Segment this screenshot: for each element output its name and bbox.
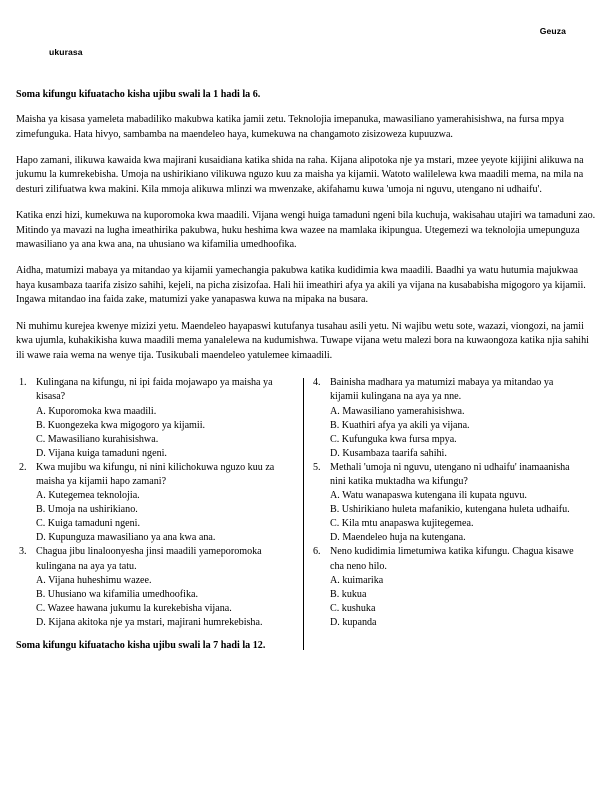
question-option[interactable]: A. kuimarika — [330, 574, 384, 586]
passage-paragraph: Maisha ya kisasa yameleta mabadiliko makubwa katika jamii zetu. Teknolojia imepanuka, mawasiliano yamerahisishwa, na fursa mpya zimefunguka. Hata hivyo, sambamba na maendeleo haya, kumekuwa na changamoto zisizoweza kupuuzwa. — [16, 114, 564, 140]
question-option[interactable]: A. Watu wanapaswa kutengana ili kupata nguvu. — [330, 490, 527, 502]
question-option[interactable]: D. Kijana akitoka nje ya mstari, majirani humrekebisha. — [36, 616, 263, 628]
question-option[interactable]: B. Ushirikiano huleta mafanikio, kutengana huleta udhaifu. — [330, 504, 570, 516]
document-content — [16, 88, 596, 652]
question-text: Kwa mujibu wa kifungu, ni nini kilichokuwa nguzo kuu za maisha ya kijamii hapo zamani? — [36, 461, 275, 487]
passage-paragraph: Hapo zamani, ilikuwa kawaida kwa majirani kusaidiana katika shida na raha. Kijana alipotoka nje ya mstari, mzee yeyote kijijini alikuwa na jukumu la kumrekebisha. Umoja na ushirikiano vilikuwa nguzo kuu za maisha ya kijamii. Watoto walilelewa kwa maadili mema, na mila na desturi zilifuatwa kwa makini. Kila mmoja alikuwa mlinzi wa mwenzake, akifahamu kuwa 'umoja ni nguvu, utengano ni udhaifu'. — [16, 154, 584, 195]
question-body — [330, 376, 582, 461]
question-option[interactable]: A. Kutegemea teknolojia. — [36, 490, 140, 502]
question-option[interactable]: B. kukua — [330, 588, 367, 600]
question-body — [330, 545, 582, 630]
question-text: Methali 'umoja ni nguvu, utengano ni udhaifu' inamaanisha nini katika muktadha wa kifungu? — [330, 461, 570, 487]
passage-paragraph: Aidha, matumizi mabaya ya mitandao ya kijamii yamechangia pakubwa katika kudidimia kwa maadili. Baadhi ya watu hutumia majukwaa haya kusambaza taarifa zisizo sahihi, kejeli, na picha zisizofaa. Hali hii imeathiri afya ya akili ya vijana na kusababisha migogoro ya kijamii. Ingawa mitandao ina faida zake, matumizi yake yanapaswa kuwa na mipaka na busara. — [16, 265, 586, 306]
question-item — [310, 461, 582, 546]
question-item — [16, 376, 288, 461]
column-divider — [303, 378, 304, 650]
question-text: Chagua jibu linaloonyesha jinsi maadili yameporomoka kulingana na aya ya tatu. — [36, 546, 262, 572]
question-option[interactable]: D. Vijana kuiga tamaduni ngeni. — [36, 447, 167, 459]
question-option[interactable]: D. Maendeleo huja na kutengana. — [330, 532, 466, 544]
question-item — [16, 545, 288, 630]
question-option[interactable]: B. Kuathiri afya ya akili ya vijana. — [330, 419, 470, 431]
question-option[interactable]: D. Kupunguza mawasiliano ya ana kwa ana. — [36, 532, 216, 544]
section-1-heading: Soma kifungu kifuatacho kisha ujibu swali la 1 hadi la 6. — [16, 89, 261, 100]
question-option[interactable]: D. kupanda — [330, 616, 377, 628]
question-option[interactable]: C. Mawasiliano kurahisishwa. — [36, 433, 159, 445]
question-text: Kulingana na kifungu, ni ipi faida mojawapo ya maisha ya kisasa? — [36, 377, 273, 403]
question-number: 4. — [313, 377, 321, 389]
reading-passage — [16, 113, 596, 363]
question-option[interactable]: A. Kuporomoka kwa maadili. — [36, 405, 157, 417]
header-left-label: ukurasa — [49, 47, 83, 57]
section-2-heading: Soma kifungu kifuatacho kisha ujibu swali la 7 hadi la 12. — [16, 640, 266, 651]
question-body — [36, 376, 288, 461]
question-option[interactable]: C. Kila mtu anapaswa kujitegemea. — [330, 518, 474, 530]
question-option[interactable]: C. Kufunguka kwa fursa mpya. — [330, 433, 457, 445]
passage-paragraph: Ni muhimu kurejea kwenye mizizi yetu. Maendeleo hayapaswi kutufanya tusahau asili yetu. Ni wajibu wetu sote, wazazi, viongozi, na jamii kwa ujumla, kuhakikisha kuwa maadili mema yanalelewa na kudumishwa. Tuwape vijana wetu malezi bora na kuwaongoza katika njia sahihi ili wawe raia wema na wenye tija. Tusikubali maendeleo yatulemee kimaadili. — [16, 320, 589, 361]
question-text: Bainisha madhara ya matumizi mabaya ya mitandao ya kijamii kulingana na aya ya nne. — [330, 377, 554, 403]
question-option[interactable]: A. Mawasiliano yamerahisishwa. — [330, 405, 465, 417]
question-option[interactable]: B. Uhusiano wa kifamilia umedhoofika. — [36, 588, 199, 600]
question-item — [16, 461, 288, 546]
question-number: 6. — [313, 546, 321, 558]
header-right-label: Geuza — [539, 26, 566, 36]
question-option[interactable]: A. Vijana huheshimu wazee. — [36, 574, 152, 586]
question-number: 2. — [19, 461, 27, 473]
passage-paragraph: Katika enzi hizi, kumekuwa na kuporomoka kwa maadili. Vijana wengi huiga tamaduni ngeni bila kuchuja, wakisahau utajiri wa tamaduni zao. Mitindo ya mavazi na lugha imeathirika pakubwa, huku heshima kwa wazee na mamlaka ikipungua. Utegemezi wa teknolojia umepunguza mawasiliano ya ana kwa ana, na uhusiano wa kifamilia umedhoofika. — [16, 209, 596, 251]
question-option[interactable]: C. Wazee hawana jukumu la kurekebisha vijana. — [36, 602, 232, 614]
question-option[interactable]: B. Kuongezeka kwa migogoro ya kijamii. — [36, 419, 206, 431]
question-number: 5. — [313, 461, 321, 473]
question-option[interactable]: C. kushuka — [330, 602, 376, 614]
question-body — [36, 461, 288, 546]
question-item — [310, 376, 582, 461]
page-header — [0, 26, 612, 72]
question-number: 1. — [19, 377, 27, 389]
question-number: 3. — [19, 546, 27, 558]
questions-column-right — [310, 376, 582, 630]
question-item — [310, 545, 582, 630]
question-text: Neno kudidimia limetumiwa katika kifungu. Chagua kisawe cha neno hilo. — [330, 546, 574, 572]
question-option[interactable]: D. Kusambaza taarifa sahihi. — [330, 447, 447, 459]
question-body — [330, 461, 582, 546]
questions-area — [16, 376, 596, 630]
question-body — [36, 545, 288, 630]
questions-column-left — [16, 376, 288, 630]
question-option[interactable]: B. Umoja na ushirikiano. — [36, 504, 138, 516]
question-option[interactable]: C. Kuiga tamaduni ngeni. — [36, 518, 141, 530]
